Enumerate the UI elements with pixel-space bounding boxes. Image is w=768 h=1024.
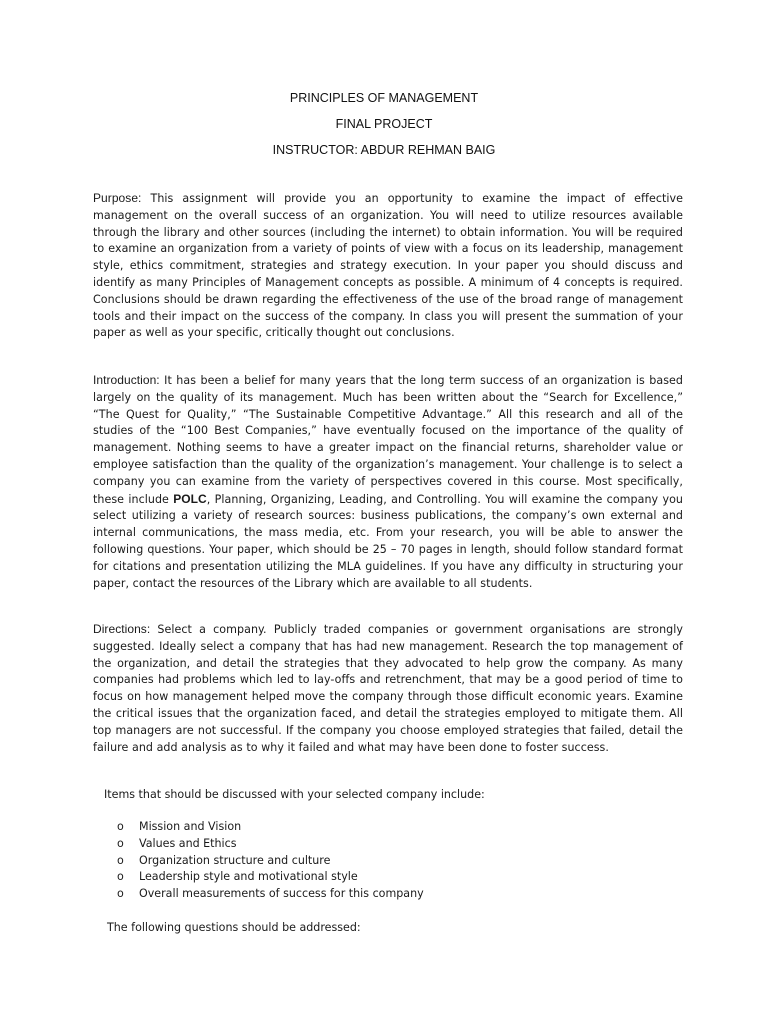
bullet-marker: o xyxy=(117,836,124,850)
purpose-text: This assignment will provide you an opportunity to examine the impact of effective management on the overall success of an organization. You will need to utilize resources available through the library and other sources (including the internet) to obtain information. You will be required to examine an organization from a variety of points of view with a focus on its leadership, management style, ethics commitment, strategies and strategy execution. In your paper you should discuss and identify as many Principles of Management concepts as possible. A minimum of 4 concepts is required. Conclusions should be drawn regarding the effectiveness of the use of the broad range of management tools and their impact on the success of the company. In class you will present the summation of your paper as well as your specific, critically thought out conclusions. xyxy=(93,192,683,340)
list-item-text: Overall measurements of success for this company xyxy=(139,887,424,901)
introduction-paragraph xyxy=(93,372,683,592)
directions-paragraph xyxy=(93,621,683,756)
items-list xyxy=(117,819,424,903)
bullet-marker: o xyxy=(117,870,124,884)
introduction-text-after: , Planning, Organizing, Leading, and Controlling. You will examine the company you select utilizing a variety of research sources: business publications, the company’s own external and internal communications, the mass media, etc. From your research, you will be able to answer the following questions. Your paper, which should be 25 – 70 pages in length, should follow standard format for citations and presentation utilizing the MLA guidelines. If you have any difficulty in structuring your paper, contact the resources of the Library which are available to all students. xyxy=(93,492,683,590)
purpose-paragraph xyxy=(93,190,683,342)
bullet-marker: o xyxy=(117,820,124,833)
course-title: PRINCIPLES OF MANAGEMENT xyxy=(289,91,479,105)
list-item xyxy=(117,869,424,886)
list-item-text: Values and Ethics xyxy=(139,836,237,850)
instructor-line: INSTRUCTOR: ABDUR REHMAN BAIG xyxy=(272,143,496,157)
directions-label: Directions: xyxy=(93,622,151,636)
list-item-text: Leadership style and motivational style xyxy=(139,870,358,884)
list-item xyxy=(117,819,424,836)
list-item-text: Mission and Vision xyxy=(139,820,242,833)
introduction-section xyxy=(93,372,683,592)
introduction-text-before: It has been a belief for many years that the long term success of an organization is based largely on the quality of its management. Much has been written about the “Search for Excellence,” “The Quest for Quality,” “The Sustainable Competitive Advantage.” All this research and all of the studies of the “100 Best Companies,” have eventually focused on the importance of the quality of management. Nothing seems to have a greater impact on the financial returns, shareholder value or employee satisfaction than the quality of the organization’s management. Your challenge is to select a company you can examine from the variety of perspectives covered in this course. Most specifically, these include xyxy=(93,374,683,506)
purpose-section xyxy=(93,190,683,342)
directions-text: Select a company. Publicly traded companies or government organisations are strongly suggested. Ideally select a company that has had new management. Research the top management of the organization, and detail the strategies that they advocated to help grow the company. As many companies had problems which led to lay-offs and retrenchment, that may be a good period of time to focus on how management helped move the company through those difficult economic years. Examine the critical issues that the organization faced, and detail the strategies employed to mitigate them. All top managers are not successful. If the company you choose employed strategies that failed, detail the failure and add analysis as to why it failed and what may have been done to foster success. xyxy=(93,623,683,754)
project-title: FINAL PROJECT xyxy=(335,117,433,131)
document-header xyxy=(0,90,768,168)
polc-term: POLC xyxy=(173,491,207,506)
directions-section xyxy=(93,621,683,756)
items-intro: Items that should be discussed with your selected company include: xyxy=(104,788,485,801)
bullet-marker: o xyxy=(117,887,124,901)
list-item xyxy=(117,836,424,853)
purpose-label: Purpose: xyxy=(93,191,142,205)
questions-intro: The following questions should be addressed: xyxy=(107,921,361,934)
introduction-label: Introduction: xyxy=(93,373,160,387)
list-item xyxy=(117,853,424,870)
list-item-text: Organization structure and culture xyxy=(139,853,331,867)
list-item xyxy=(117,886,424,903)
bullet-marker: o xyxy=(117,853,124,867)
